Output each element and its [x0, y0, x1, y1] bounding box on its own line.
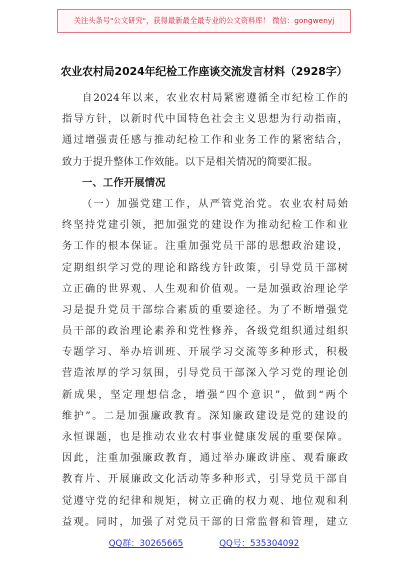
paragraph-line: 因此，注重加强廉政教育，通过举办廉政讲座、观看廉政 — [62, 453, 348, 465]
promo-banner — [57, 9, 351, 33]
paragraph-line: 致力于提升整体工作效能。以下是相关情况的简要汇报。 — [62, 156, 319, 168]
qq-number-link[interactable]: QQ号：535304092 — [219, 539, 300, 549]
paragraph-line: 习是提升党员干部综合素质的重要途径。为了不断增强党 — [62, 304, 348, 316]
promo-banner-text: 关注头条号"公文研究"，获得最新最全最专业的公文资料库！ 微信：gongwenyj — [73, 16, 335, 25]
paragraph-line: 定期组织学习党的理论和路线方针政策，引导党员干部树 — [62, 262, 348, 274]
section-heading: 一、工作开展情况 — [82, 176, 166, 189]
paragraph-line: 终坚持党建引领，把加强党的建设作为推动纪检工作和业 — [62, 220, 348, 232]
qq-group-link[interactable]: QQ群：30265665 — [108, 539, 184, 549]
paragraph-line: 通过增强责任感与推动纪检工作和业务工作的紧密结合， — [62, 135, 348, 147]
paragraph-line: 务工作的根本保证。注重加强党员干部的思想政治建设， — [62, 241, 348, 253]
paragraph-line: 立正确的世界观、人生观和价值观。一是加强政治理论学 — [62, 283, 348, 295]
contact-footer — [0, 537, 408, 549]
paragraph-line: 员干部的政治理论素养和党性修养，各级党组织通过组织 — [62, 326, 348, 338]
document-title: 农业农村局2024年纪检工作座谈交流发言材料（2928字） — [60, 65, 348, 78]
paragraph-line: 指导方针，以新时代中国特色社会主义思想为行动指南， — [62, 114, 348, 126]
paragraph-line: （一）加强党建工作，从严管党治党。农业农村局始 — [82, 198, 348, 210]
paragraph-line: 觉遵守党的纪律和规矩，树立正确的权力观、地位观和利 — [62, 495, 348, 507]
paragraph-line: 永恒课题，也是推动农业农村事业健康发展的重要保障。 — [62, 432, 348, 443]
document-body — [62, 88, 348, 533]
paragraph-line: 益观。同时，加强了对党员干部的日常监督和管理，建立 — [62, 516, 348, 528]
paragraph-line: 自2024年以来，农业农村局紧密遵循全市纪检工作的 — [82, 93, 348, 104]
paragraph-line: 教育片、开展廉政文化活动等多种形式，引导党员干部自 — [62, 474, 348, 486]
paragraph-line: 新成果，坚定理想信念，增强“四个意识”，做到“两个 — [62, 389, 348, 401]
paragraph-line: 营造浓厚的学习氛围，引导党员干部深入学习党的理论创 — [62, 368, 348, 380]
paragraph-line: 维护”。二是加强廉政教育。深知廉政建设是党的建设的 — [62, 410, 348, 422]
paragraph-line: 专题学习、举办培训班、开展学习交流等多种形式，积极 — [62, 347, 348, 359]
